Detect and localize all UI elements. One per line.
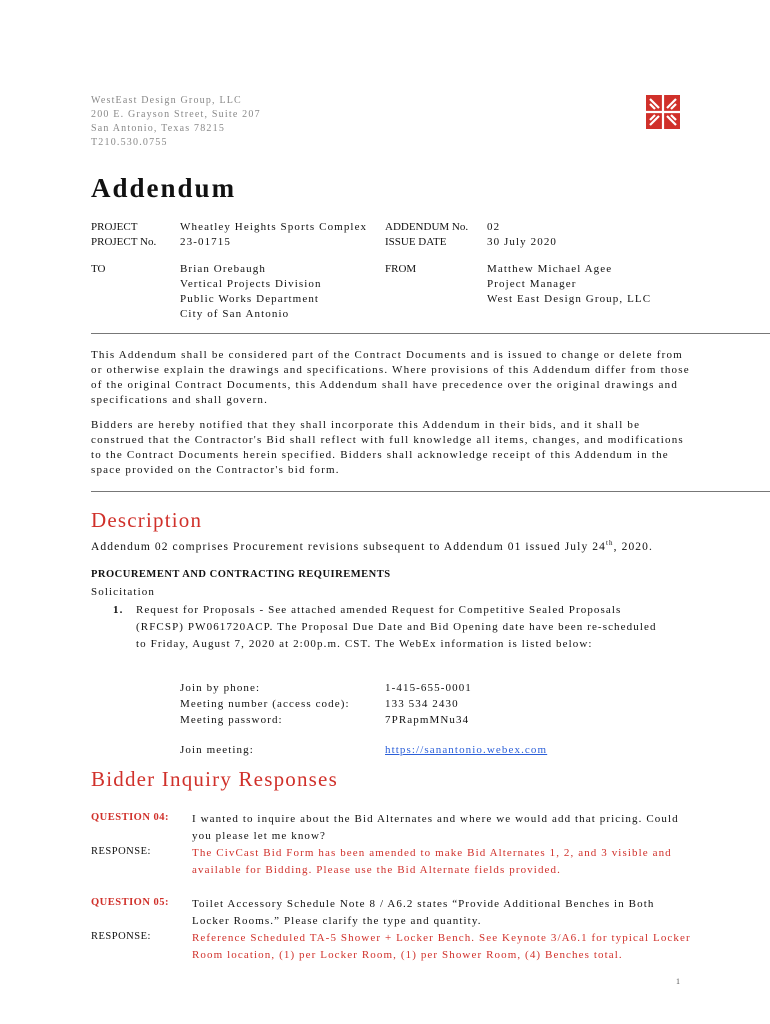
description-text-main: Addendum 02 comprises Procurement revisions subsequent to Addendum 01 issued July 24 <box>91 540 606 553</box>
access-code: 133 534 2430 <box>385 698 459 710</box>
phone-number: 1-415-655-0001 <box>385 682 472 694</box>
response-label: RESPONSE: <box>91 931 151 942</box>
description-heading: Description <box>91 508 203 532</box>
to-line: Vertical Projects Division <box>180 278 322 290</box>
join-label: Join meeting: <box>180 744 254 756</box>
webex-labels <box>180 680 350 728</box>
issue-date: 30 July 2020 <box>487 236 558 248</box>
divider <box>91 333 770 334</box>
description-text-end: , 2020. <box>613 540 653 553</box>
project-no-label: PROJECT No. <box>91 236 157 248</box>
addendum-no-label: ADDENDUM No. <box>385 221 469 233</box>
ordinal-suffix: th <box>605 539 614 547</box>
webex-values <box>385 680 472 728</box>
from-line: Project Manager <box>487 278 577 290</box>
to-line: Brian Orebaugh <box>180 263 266 275</box>
item-number: 1. <box>113 604 124 616</box>
project-name: Wheatley Heights Sports Complex <box>180 221 368 233</box>
question-label: QUESTION 05: <box>91 897 170 908</box>
code-label: Meeting number (access code): <box>180 698 350 710</box>
addendum-values <box>487 220 557 250</box>
to-line: Public Works Department <box>180 293 320 305</box>
question-label: QUESTION 04: <box>91 812 170 823</box>
company-city: San Antonio, Texas 78215 <box>91 123 226 134</box>
response-text: Reference Scheduled TA-5 Shower + Locker Bench. See Keynote 3/A6.1 for typical Locker Room location, (1) per Locker Room, (1) per Shower Room, (4) Benches total. <box>192 932 691 961</box>
question-text: Toilet Accessory Schedule Note 8 / A6.2 states “Provide Additional Benches in Both Locker Rooms.” Please clarify the type and quantity. <box>192 898 655 927</box>
project-label: PROJECT <box>91 221 138 233</box>
project-values <box>180 220 367 250</box>
addendum-labels <box>385 220 468 250</box>
meeting-password: 7PRapmMNu34 <box>385 714 470 726</box>
response-label: RESPONSE: <box>91 846 151 857</box>
company-name: WestEast Design Group, LLC <box>91 95 242 106</box>
page-title: Addendum <box>91 173 237 203</box>
password-label: Meeting password: <box>180 714 283 726</box>
intro-paragraph: This Addendum shall be considered part of the Contract Documents and is issued to change or delete from or otherwise explain the drawings and specifications. Where provisions of this Addendum differ from those of the original Contract Documents, this Addendum shall have precedence over the original drawings and specifications and shall govern. <box>91 349 690 406</box>
section-heading: PROCUREMENT AND CONTRACTING REQUIREMENTS <box>91 569 391 580</box>
project-number: 23-01715 <box>180 236 231 248</box>
join-meeting-link[interactable]: https://sanantonio.webex.com <box>385 744 548 756</box>
inquiries-heading: Bidder Inquiry Responses <box>91 767 338 791</box>
company-street: 200 E. Grayson Street, Suite 207 <box>91 109 261 120</box>
phone-label: Join by phone: <box>180 682 261 694</box>
to-label: TO <box>91 263 106 275</box>
company-address <box>91 94 261 150</box>
response-text: The CivCast Bid Form has been amended to make Bid Alternates 1, 2, and 3 visible and available for Bidding. Please use the Bid Alternate fields provided. <box>192 847 672 876</box>
divider <box>91 491 770 492</box>
description-text <box>91 535 653 555</box>
from-line: Matthew Michael Agee <box>487 263 613 275</box>
from-label: FROM <box>385 263 417 275</box>
addendum-number: 02 <box>487 221 501 233</box>
company-phone: T210.530.0755 <box>91 137 168 148</box>
page-number: 1 <box>676 977 680 986</box>
westeast-logo-icon <box>646 95 680 129</box>
question-text: I wanted to inquire about the Bid Alternates and where we would add that pricing. Could you please let me know? <box>192 813 679 842</box>
from-line: West East Design Group, LLC <box>487 293 652 305</box>
to-line: City of San Antonio <box>180 308 290 320</box>
to-recipient <box>180 262 322 322</box>
issue-date-label: ISSUE DATE <box>385 236 447 248</box>
project-labels <box>91 220 156 250</box>
subheading: Solicitation <box>91 586 155 598</box>
from-sender <box>487 262 651 307</box>
intro-paragraph: Bidders are hereby notified that they shall incorporate this Addendum in their bids, and it shall be construed that the Contractor's Bid shall reflect with full knowledge all items, changes, and modifications to the Contract Documents herein specified. Bidders shall acknowledge receipt of this Addendum in the space provided on the Contractor's bid form. <box>91 419 684 476</box>
item-text: Request for Proposals - See attached amended Request for Competitive Sealed Proposals (RFCSP) PW061720ACP. The Proposal Due Date and Bid Opening date have been re-scheduled to Friday, August 7, 2020 at 2:00p.m. CST. The WebEx information is listed below: <box>136 604 657 650</box>
